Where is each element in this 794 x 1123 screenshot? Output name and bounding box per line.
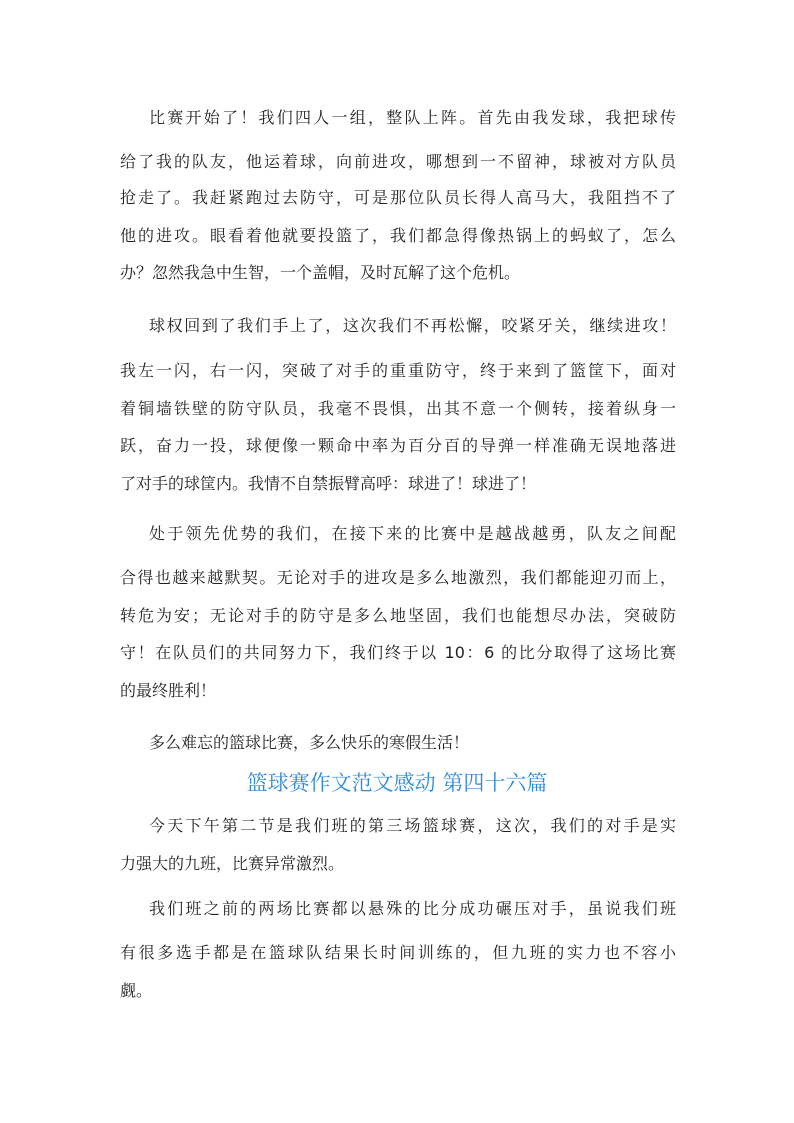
paragraph-2-line-1: 球权回到了我们手上了，这次我们不再松懈，咬紧牙关，继续进攻！ <box>149 316 676 335</box>
section-heading: 篮球赛作文范文感动 第四十六篇 <box>246 771 548 795</box>
paragraph-2-line-3: 着铜墙铁壁的防守队员，我毫不畏惧，出其不意一个侧转，接着纵身一 <box>120 399 676 418</box>
paragraph-1-line-2: 给了我的队友，他运着球，向前进攻，哪想到一不留神，球被对方队员 <box>120 152 676 171</box>
section-paragraph-1-line-2: 力强大的九班，比赛异常激烈。 <box>120 854 345 873</box>
paragraph-4-line-1: 多么难忘的篮球比赛，多么快乐的寒假生活！ <box>149 733 470 752</box>
paragraph-1-line-3: 抢走了。我赶紧跑过去防守，可是那位队员长得人高马大，我阻挡不了 <box>120 188 676 207</box>
paragraph-2-line-4: 跃，奋力一投，球便像一颗命中率为百分百的导弹一样准确无误地落进 <box>120 436 676 455</box>
paragraph-3-line-4: 守！在队员们的共同努力下，我们终于以 10：6 的比分取得了这场比赛 <box>120 643 676 662</box>
section-paragraph-2-line-3: 觑。 <box>120 981 153 1000</box>
paragraph-3-line-5: 的最终胜利！ <box>120 681 217 700</box>
paragraph-2-line-5: 了对手的球筐内。我情不自禁振臂高呼：球进了！球进了！ <box>120 474 537 493</box>
paragraph-1-line-1: 比赛开始了！我们四人一组，整队上阵。首先由我发球，我把球传 <box>149 108 676 127</box>
paragraph-3-line-3: 转危为安；无论对手的防守是多么地坚固，我们也能想尽办法，突破防 <box>120 606 676 625</box>
paragraph-3-line-1: 处于领先优势的我们，在接下来的比赛中是越战越勇，队友之间配 <box>149 524 676 543</box>
paragraph-1-line-5: 办？忽然我急中生智，一个盖帽，及时瓦解了这个危机。 <box>120 263 521 282</box>
paragraph-3-line-2: 合得也越来越默契。无论对手的进攻是多么地激烈，我们都能迎刃而上， <box>120 568 676 587</box>
paragraph-2-line-2: 我左一闪，右一闪，突破了对手的重重防守，终于来到了篮筐下，面对 <box>120 361 676 380</box>
section-paragraph-2-line-1: 我们班之前的两场比赛都以悬殊的比分成功碾压对手，虽说我们班 <box>149 899 676 918</box>
section-paragraph-1-line-1: 今天下午第二节是我们班的第三场篮球赛，这次，我们的对手是实 <box>149 816 676 835</box>
section-paragraph-2-line-2: 有很多选手都是在篮球队结果长时间训练的，但九班的实力也不容小 <box>120 943 676 962</box>
paragraph-1-line-4: 他的进攻。眼看着他就要投篮了，我们都急得像热锅上的蚂蚁了，怎么 <box>120 226 676 245</box>
